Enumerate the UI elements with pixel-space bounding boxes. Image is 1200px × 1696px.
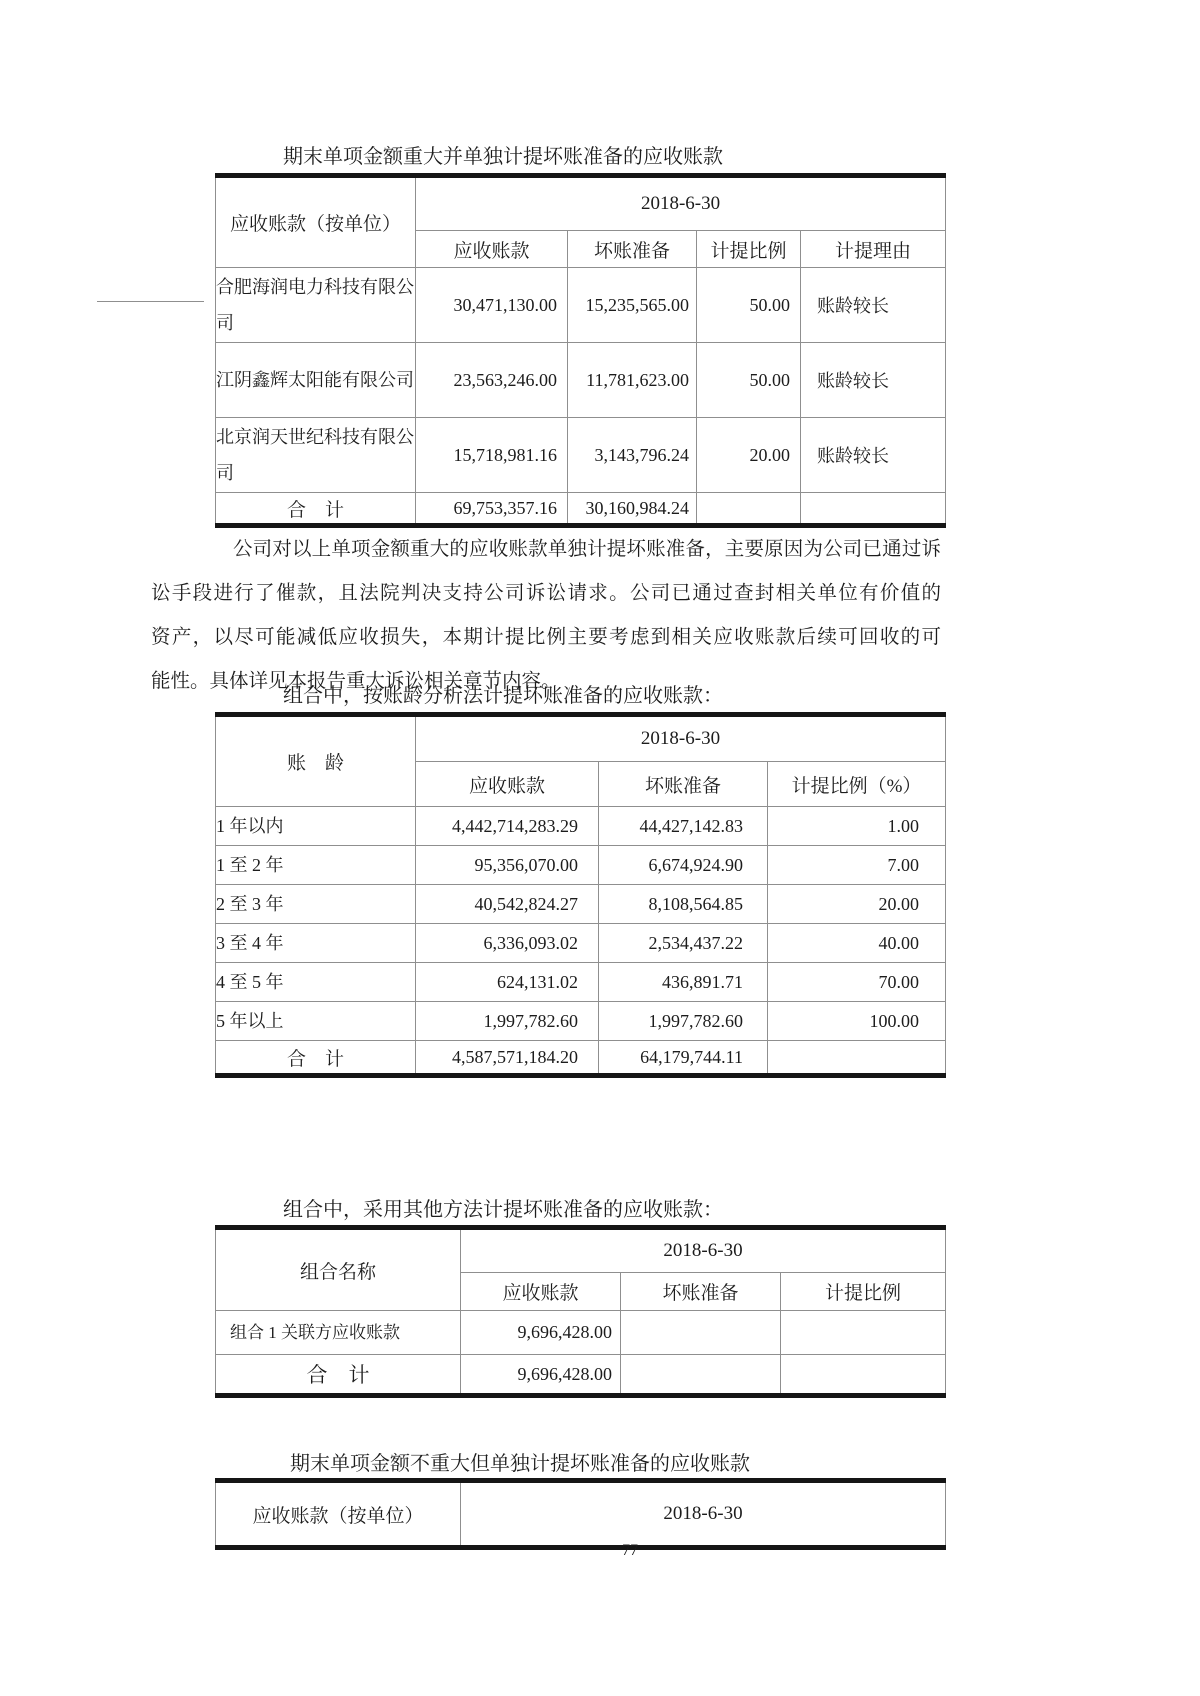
ratio-cell: 1.00	[768, 807, 946, 846]
receivable-cell: 15,718,981.16	[416, 418, 568, 493]
empty-cell	[801, 493, 946, 526]
total-label-cell: 合 计	[216, 1355, 461, 1396]
column-header-bad-debt: 坏账准备	[568, 231, 697, 268]
empty-cell	[768, 1041, 946, 1076]
date-header-cell: 2018-6-30	[416, 176, 946, 231]
receivable-cell: 30,471,130.00	[416, 268, 568, 343]
receivable-cell: 4,442,714,283.29	[416, 807, 599, 846]
column-header-receivable: 应收账款	[416, 231, 568, 268]
bad-debt-cell: 11,781,623.00	[568, 343, 697, 418]
explanation-paragraph	[151, 528, 941, 704]
date-header-cell: 2018-6-30	[461, 1228, 946, 1273]
table-row	[216, 1002, 946, 1041]
ratio-cell: 20.00	[768, 885, 946, 924]
row-header-cell: 组合名称	[216, 1228, 461, 1311]
total-bad-debt-cell: 30,160,984.24	[568, 493, 697, 526]
total-receivable-cell: 4,587,571,184.20	[416, 1041, 599, 1076]
receivable-cell: 95,356,070.00	[416, 846, 599, 885]
age-band-cell: 5 年以上	[216, 1002, 416, 1041]
receivable-cell: 6,336,093.02	[416, 924, 599, 963]
bad-debt-cell: 436,891.71	[599, 963, 768, 1002]
table-row	[216, 924, 946, 963]
ratio-cell	[781, 1311, 946, 1355]
paragraph-line: 能性。具体详见本报告重大诉讼相关章节内容。	[151, 671, 561, 692]
table-row	[216, 268, 946, 343]
bad-debt-cell: 6,674,924.90	[599, 846, 768, 885]
bad-debt-cell: 44,427,142.83	[599, 807, 768, 846]
company-name-cell: 江阴鑫辉太阳能有限公司	[216, 343, 416, 418]
other-method-table	[215, 1225, 946, 1398]
row-header-cell: 账 龄	[216, 715, 416, 807]
column-header-ratio: 计提比例	[781, 1273, 946, 1311]
age-band-cell: 4 至 5 年	[216, 963, 416, 1002]
table-row	[216, 846, 946, 885]
table-row	[216, 963, 946, 1002]
reason-cell: 账龄较长	[801, 418, 946, 493]
table-row	[216, 885, 946, 924]
bad-debt-cell: 2,534,437.22	[599, 924, 768, 963]
bad-debt-cell: 1,997,782.60	[599, 1002, 768, 1041]
total-row	[216, 493, 946, 526]
receivable-cell: 1,997,782.60	[416, 1002, 599, 1041]
paragraph-line: 公司对以上单项金额重大的应收账款单独计提坏账准备，主要原因为公司已通过诉	[233, 539, 941, 560]
section-title-significant: 期末单项金额重大并单独计提坏账准备的应收账款	[283, 146, 723, 168]
reason-cell: 账龄较长	[801, 268, 946, 343]
table-row	[216, 343, 946, 418]
significant-receivables-table	[215, 173, 946, 528]
age-band-cell: 2 至 3 年	[216, 885, 416, 924]
column-header-bad-debt: 坏账准备	[599, 762, 768, 807]
total-bad-debt-cell: 64,179,744.11	[599, 1041, 768, 1076]
receivable-cell: 9,696,428.00	[461, 1311, 621, 1355]
bad-debt-cell: 8,108,564.85	[599, 885, 768, 924]
receivable-cell: 23,563,246.00	[416, 343, 568, 418]
age-band-cell: 1 至 2 年	[216, 846, 416, 885]
table-row	[216, 807, 946, 846]
ratio-cell: 50.00	[697, 343, 801, 418]
section-title-other-method: 组合中，采用其他方法计提坏账准备的应收账款：	[283, 1199, 723, 1221]
table-row	[216, 418, 946, 493]
receivable-cell: 624,131.02	[416, 963, 599, 1002]
column-header-receivable: 应收账款	[416, 762, 599, 807]
column-header-ratio: 计提比例	[697, 231, 801, 268]
bad-debt-cell: 3,143,796.24	[568, 418, 697, 493]
insignificant-receivables-table	[215, 1478, 946, 1550]
empty-cell	[697, 493, 801, 526]
aging-analysis-table	[215, 712, 946, 1078]
total-receivable-cell: 9,696,428.00	[461, 1355, 621, 1396]
section-title-insignificant: 期末单项金额不重大但单独计提坏账准备的应收账款	[290, 1453, 750, 1475]
empty-cell	[781, 1355, 946, 1396]
date-header-cell: 2018-6-30	[416, 715, 946, 762]
row-header-cell: 应收账款（按单位）	[216, 176, 416, 268]
receivable-cell: 40,542,824.27	[416, 885, 599, 924]
ratio-cell: 40.00	[768, 924, 946, 963]
ratio-cell: 20.00	[697, 418, 801, 493]
column-header-receivable: 应收账款	[461, 1273, 621, 1311]
paragraph-line: 讼手段进行了催款，且法院判决支持公司诉讼请求。公司已通过查封相关单位有价值的	[151, 583, 941, 604]
column-header-reason: 计提理由	[801, 231, 946, 268]
ratio-cell: 100.00	[768, 1002, 946, 1041]
total-receivable-cell: 69,753,357.16	[416, 493, 568, 526]
paragraph-line: 资产，以尽可能减低应收损失，本期计提比例主要考虑到相关应收账款后续可回收的可	[151, 627, 941, 648]
portfolio-name-cell: 组合 1 关联方应收账款	[216, 1311, 461, 1355]
ratio-cell: 50.00	[697, 268, 801, 343]
company-name-cell: 北京润天世纪科技有限公司	[216, 418, 416, 493]
page-number: 77	[622, 1542, 638, 1559]
age-band-cell: 1 年以内	[216, 807, 416, 846]
total-row	[216, 1041, 946, 1076]
empty-cell	[621, 1355, 781, 1396]
ratio-cell: 70.00	[768, 963, 946, 1002]
column-header-ratio: 计提比例（%）	[768, 762, 946, 807]
bad-debt-cell: 15,235,565.00	[568, 268, 697, 343]
date-header-cell: 2018-6-30	[461, 1481, 946, 1548]
margin-rule-line	[97, 301, 204, 302]
total-row	[216, 1355, 946, 1396]
row-header-cell: 应收账款（按单位）	[216, 1481, 461, 1548]
company-name-cell: 合肥海润电力科技有限公司	[216, 268, 416, 343]
section-title-aging: 组合中，按账龄分析法计提坏账准备的应收账款：	[283, 685, 723, 707]
total-label-cell: 合 计	[216, 1041, 416, 1076]
age-band-cell: 3 至 4 年	[216, 924, 416, 963]
table-row	[216, 1311, 946, 1355]
total-label-cell: 合 计	[216, 493, 416, 526]
ratio-cell: 7.00	[768, 846, 946, 885]
reason-cell: 账龄较长	[801, 343, 946, 418]
bad-debt-cell	[621, 1311, 781, 1355]
column-header-bad-debt: 坏账准备	[621, 1273, 781, 1311]
